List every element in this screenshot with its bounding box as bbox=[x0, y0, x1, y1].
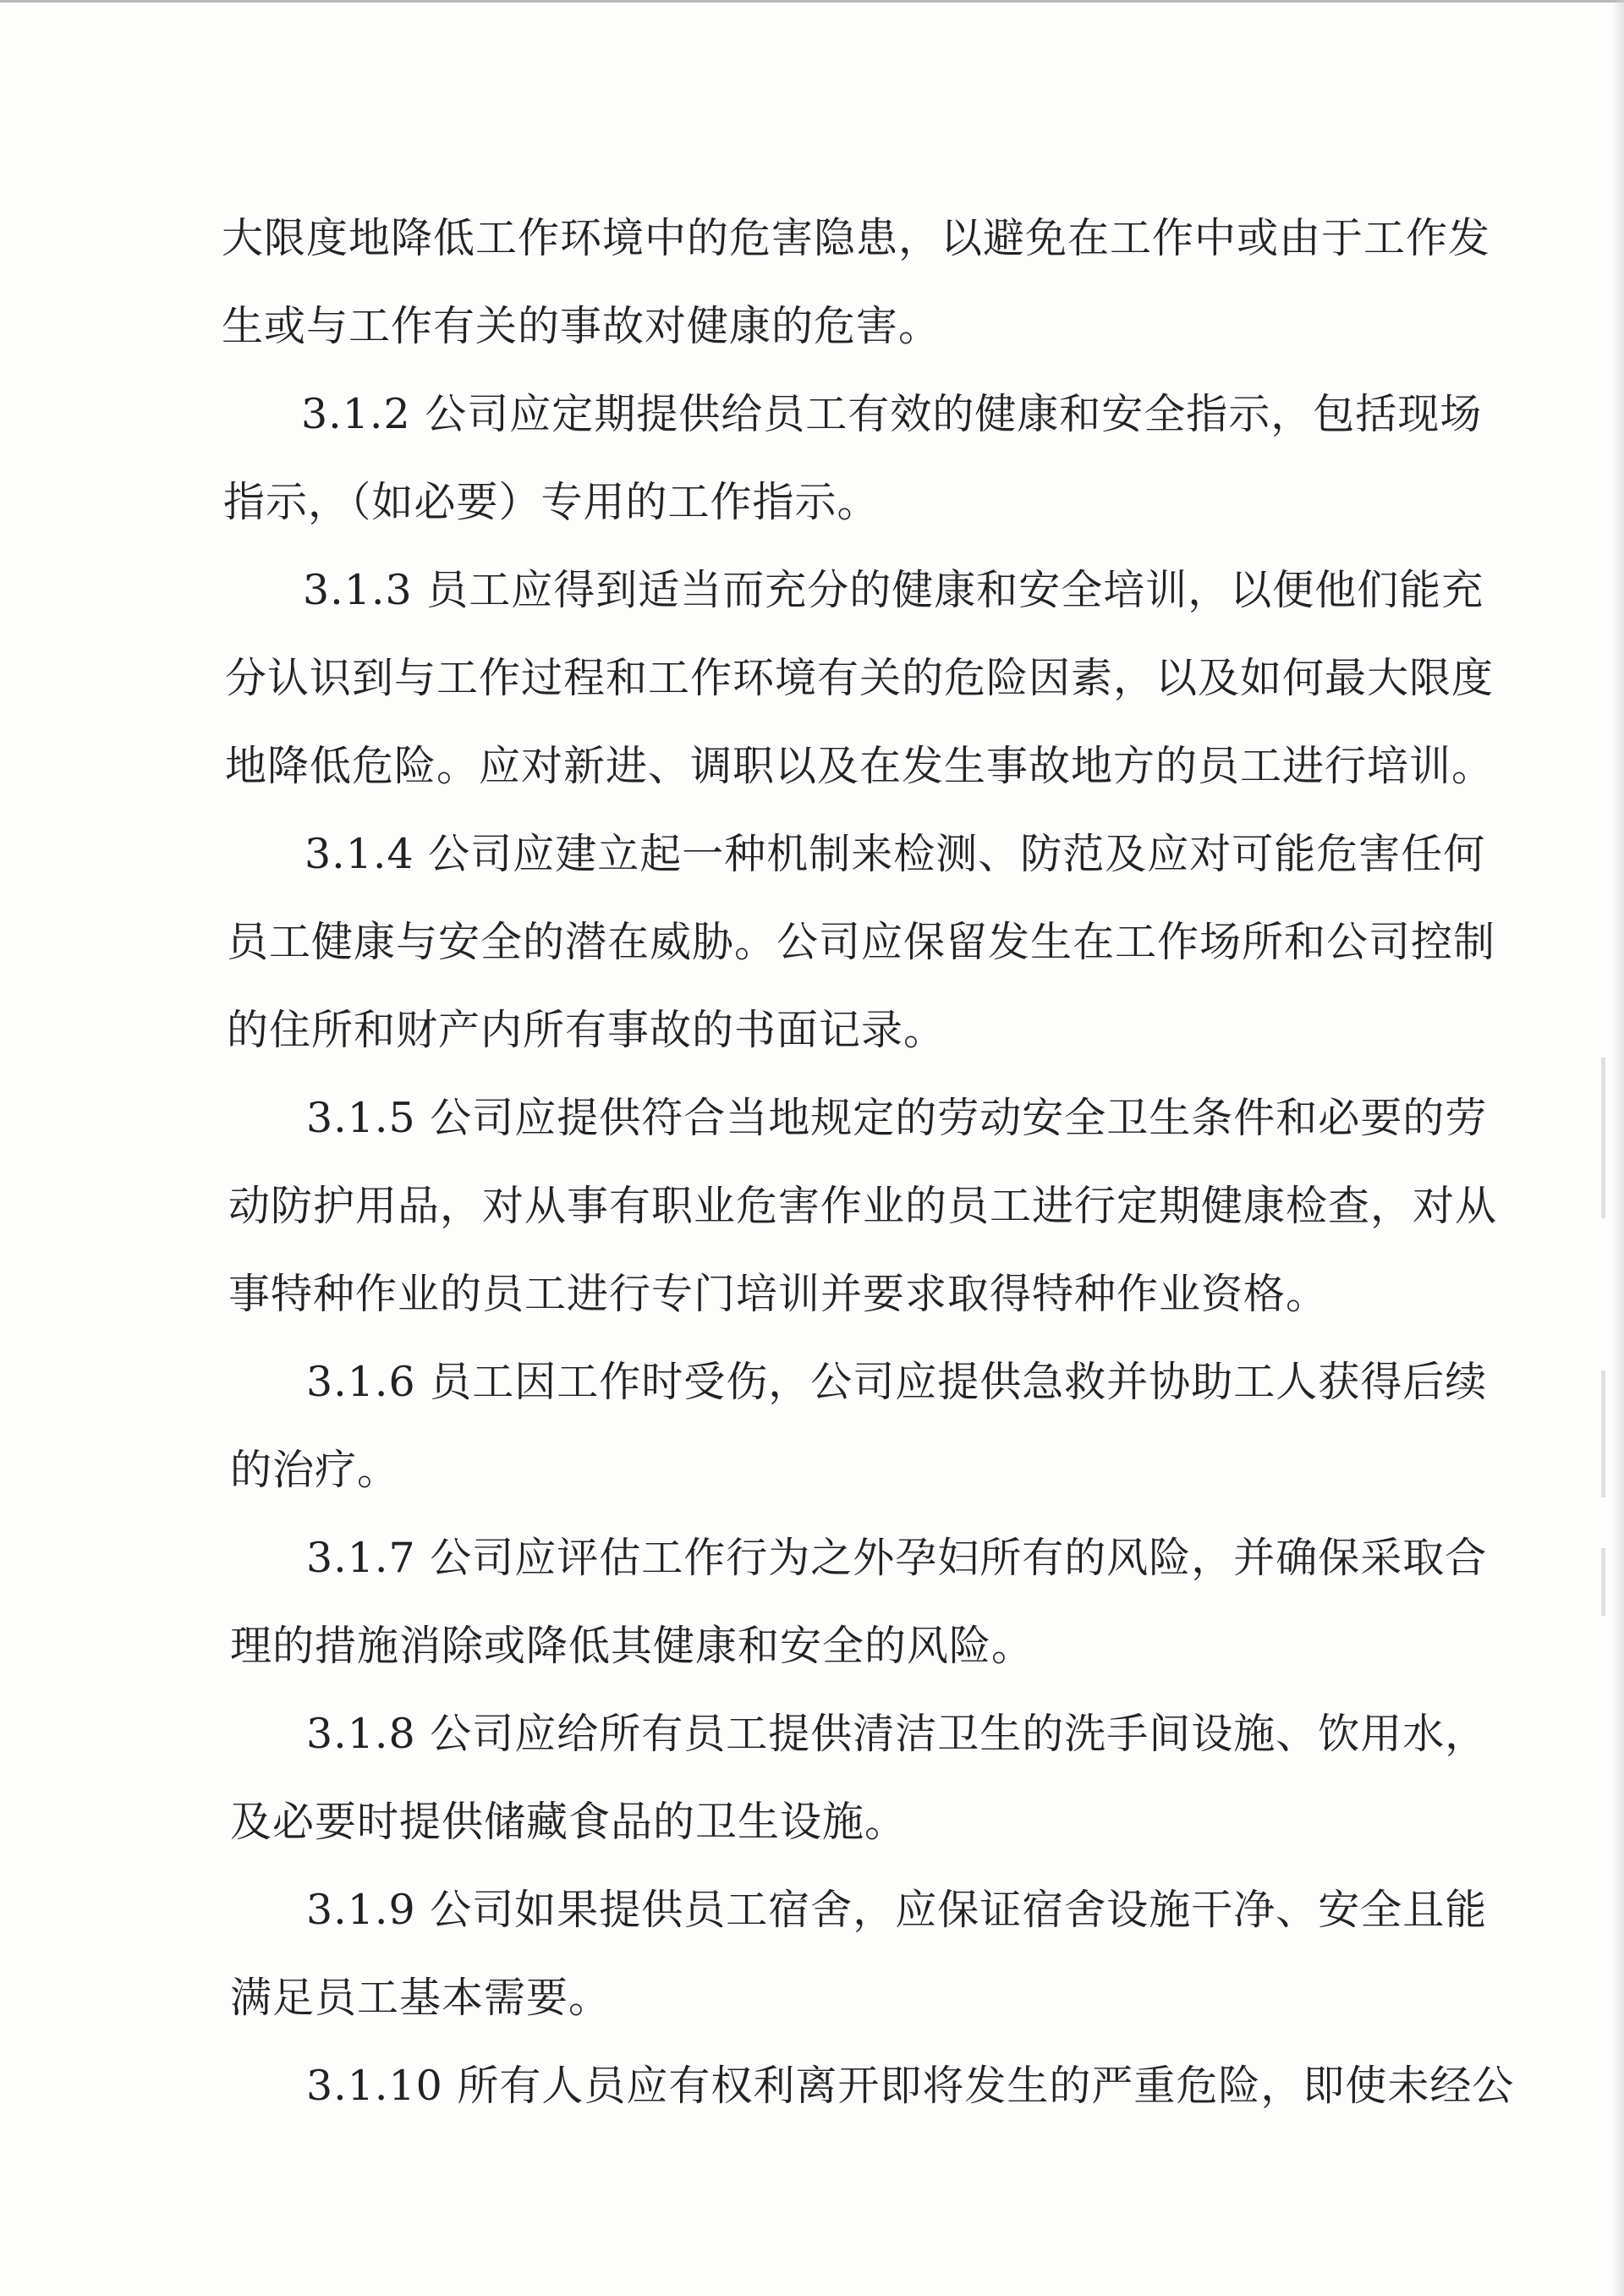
text-line: 满足员工基本需要。 bbox=[230, 1974, 612, 2022]
text-line: 理的措施消除或降低其健康和安全的风险。 bbox=[230, 1622, 1034, 1670]
clause-3-1-4: 3.1.4 公司应建立起一种机制来检测、防范及应对可能危害任何 bbox=[304, 830, 1486, 878]
text-line: 事特种作业的员工进行专门培训并要求取得特种作业资格。 bbox=[228, 1270, 1329, 1318]
clause-3-1-2: 3.1.2 公司应定期提供给员工有效的健康和安全指示，包括现场 bbox=[301, 390, 1483, 438]
clause-3-1-10: 3.1.10 所有人员应有权利离开即将发生的严重危险，即使未经公 bbox=[306, 2062, 1515, 2110]
scan-top-edge bbox=[0, 0, 1624, 3]
clause-3-1-5: 3.1.5 公司应提供符合当地规定的劳动安全卫生条件和必要的劳 bbox=[306, 1094, 1488, 1142]
clause-3-1-8: 3.1.8 公司应给所有员工提供清洁卫生的洗手间设施、饮用水， bbox=[306, 1710, 1488, 1758]
clause-3-1-6: 3.1.6 员工因工作时受伤，公司应提供急救并协助工人获得后续 bbox=[306, 1358, 1488, 1406]
text-line: 的住所和财产内所有事故的书面记录。 bbox=[227, 1006, 946, 1054]
clause-3-1-3: 3.1.3 员工应得到适当而充分的健康和安全培训，以便他们能充 bbox=[303, 566, 1484, 614]
text-line: 大限度地降低工作环境中的危害隐患，以避免在工作中或由于工作发 bbox=[222, 214, 1491, 262]
text-line: 分认识到与工作过程和工作环境有关的危险因素，以及如何最大限度 bbox=[225, 654, 1495, 702]
clause-3-1-9: 3.1.9 公司如果提供员工宿舍，应保证宿舍设施干净、安全且能 bbox=[306, 1886, 1488, 1934]
text-line: 动防护用品，对从事有职业危害作业的员工进行定期健康检查，对从 bbox=[228, 1182, 1498, 1230]
text-line: 指示，（如必要）专用的工作指示。 bbox=[223, 478, 880, 526]
text-line: 员工健康与安全的潜在威胁。公司应保留发生在工作场所和公司控制 bbox=[227, 918, 1496, 966]
clause-3-1-7: 3.1.7 公司应评估工作行为之外孕妇所有的风险，并确保采取合 bbox=[306, 1534, 1488, 1582]
text-line: 及必要时提供储藏食品的卫生设施。 bbox=[230, 1798, 908, 1846]
scan-right-edge bbox=[1612, 0, 1624, 2296]
scan-margin-mark bbox=[1601, 1370, 1605, 1497]
text-line: 的治疗。 bbox=[230, 1446, 400, 1494]
text-line: 地降低危险。应对新进、调职以及在发生事故地方的员工进行培训。 bbox=[225, 742, 1495, 790]
scan-margin-mark bbox=[1601, 1057, 1605, 1218]
text-line: 生或与工作有关的事故对健康的危害。 bbox=[222, 302, 941, 350]
scan-margin-mark bbox=[1601, 1548, 1605, 1616]
